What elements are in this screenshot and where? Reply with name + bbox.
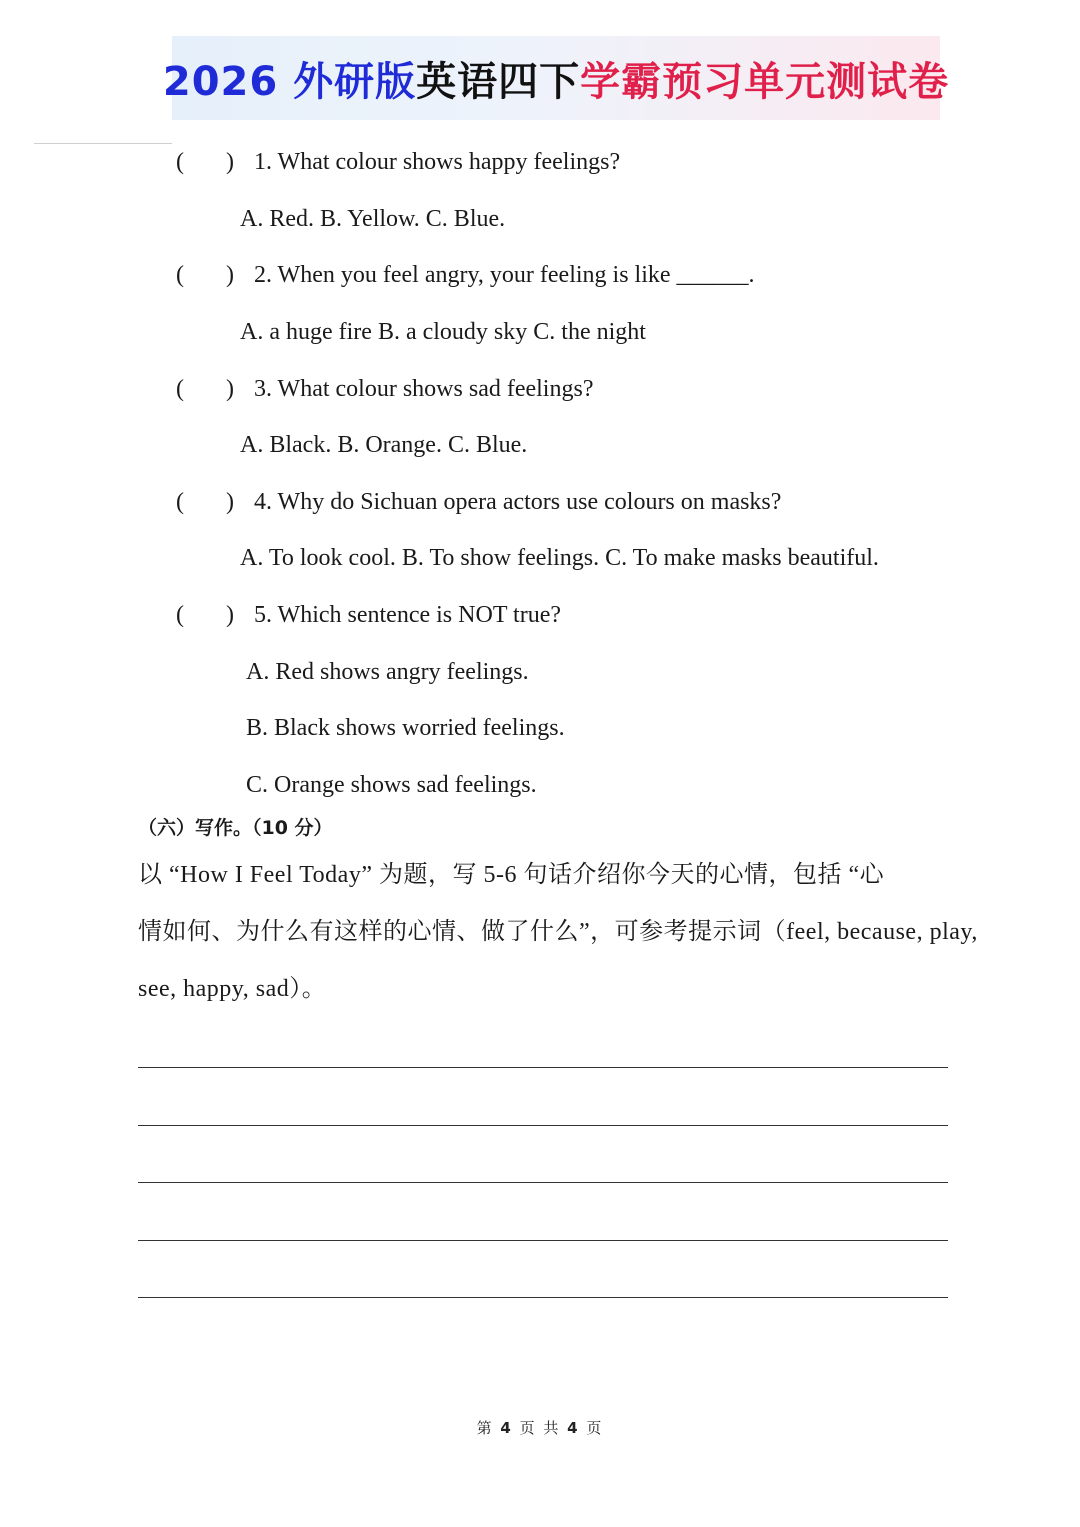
writing-line-3[interactable] bbox=[138, 1182, 948, 1183]
footer-prefix: 第 bbox=[476, 1419, 494, 1437]
question-1 bbox=[176, 147, 620, 177]
question-stem: 1. What colour shows happy feelings? bbox=[253, 149, 621, 175]
footer-current-page: 4 bbox=[500, 1419, 513, 1437]
answer-blank[interactable]: ( ) bbox=[176, 149, 252, 175]
question-4 bbox=[176, 487, 781, 517]
question-5-option-c: C. Orange shows sad feelings. bbox=[246, 772, 537, 798]
writing-line-1[interactable] bbox=[138, 1067, 948, 1068]
question-3 bbox=[176, 374, 593, 404]
writing-line-5[interactable] bbox=[138, 1297, 948, 1298]
footer-total-pages: 4 bbox=[567, 1419, 580, 1437]
writing-prompt-line-3: see, happy, sad）。 bbox=[138, 976, 327, 1002]
answer-blank[interactable]: ( ) bbox=[176, 489, 252, 515]
footer-middle: 页 共 bbox=[519, 1419, 561, 1437]
answer-blank[interactable]: ( ) bbox=[176, 602, 252, 628]
question-3-options: A. Black. B. Orange. C. Blue. bbox=[240, 432, 528, 458]
question-stem: 2. When you feel angry, your feeling is like ______. bbox=[253, 262, 755, 288]
writing-line-2[interactable] bbox=[138, 1125, 948, 1126]
question-5-option-b: B. Black shows worried feelings. bbox=[246, 715, 565, 741]
title-year: 2026 bbox=[162, 58, 279, 105]
question-1-options: A. Red. B. Yellow. C. Blue. bbox=[240, 206, 506, 232]
writing-prompt-line-1: 以 “How I Feel Today” 为题，写 5-6 句话介绍你今天的心情，包括 “心 bbox=[138, 862, 885, 888]
question-stem: 4. Why do Sichuan opera actors use colours on masks? bbox=[253, 489, 782, 515]
question-5-option-a: A. Red shows angry feelings. bbox=[246, 659, 529, 685]
title-subject: 英语四下 bbox=[416, 58, 581, 105]
question-4-options: A. To look cool. B. To show feelings. C. To make masks beautiful. bbox=[240, 545, 879, 571]
writing-line-4[interactable] bbox=[138, 1240, 948, 1241]
page-title bbox=[163, 50, 949, 107]
answer-blank[interactable]: ( ) bbox=[176, 262, 252, 288]
title-banner bbox=[162, 36, 950, 120]
writing-prompt-line-2: 情如何、为什么有这样的心情、做了什么”，可参考提示词（feel, because, play, bbox=[138, 919, 978, 945]
question-2 bbox=[176, 260, 755, 290]
header-divider bbox=[34, 143, 172, 144]
question-5 bbox=[176, 600, 561, 630]
question-stem: 3. What colour shows sad feelings? bbox=[253, 376, 594, 402]
writing-heading: （六）写作。（10 分） bbox=[138, 817, 333, 839]
page-footer bbox=[0, 1417, 1080, 1438]
question-2-options: A. a huge fire B. a cloudy sky C. the night bbox=[240, 319, 646, 345]
question-stem: 5. Which sentence is NOT true? bbox=[253, 602, 562, 628]
title-type: 学霸预习单元测试卷 bbox=[580, 58, 950, 105]
answer-blank[interactable]: ( ) bbox=[176, 376, 252, 402]
title-publisher: 外研版 bbox=[293, 58, 417, 105]
footer-suffix: 页 bbox=[586, 1419, 604, 1437]
